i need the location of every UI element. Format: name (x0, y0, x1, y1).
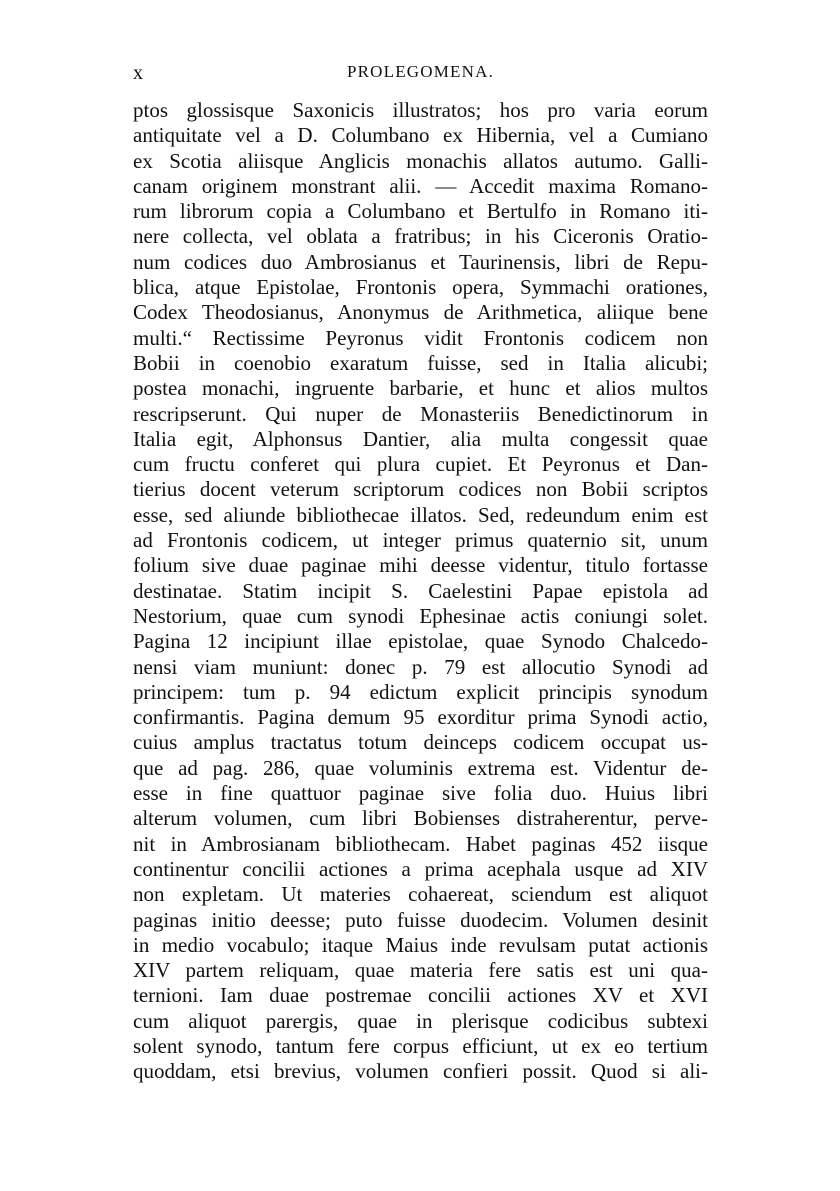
running-title: PROLEGOMENA. (346, 62, 495, 81)
text-line: Pagina 12 incipiunt illae epistolae, quae Synodo Chalcedo- (133, 629, 708, 654)
text-line: principem: tum p. 94 edictum explicit principis synodum (133, 679, 708, 704)
text-line: cum aliquot parergis, quae in plerisque codicibus subtexi (133, 1008, 708, 1033)
body-text (133, 98, 708, 1085)
text-line: continentur concilii actiones a prima acephala usque ad XIV (133, 856, 708, 881)
text-line: XIV partem reliquam, quae materia fere satis est uni qua- (133, 958, 708, 983)
text-line: rescripserunt. Qui nuper de Monasteriis Benedictinorum in (133, 401, 708, 426)
text-line: destinatae. Statim incipit S. Caelestini Papae epistola ad (133, 578, 708, 603)
text-line: esse in fine quattuor paginae sive folia duo. Huius libri (133, 781, 708, 806)
text-line: blica, atque Epistolae, Frontonis opera, Symmachi orationes, (133, 275, 708, 300)
text-line: Codex Theodosianus, Anonymus de Arithmetica, aliique bene (133, 300, 708, 325)
text-line: esse, sed aliunde bibliothecae illatos. Sed, redeundum enim est (133, 502, 708, 527)
text-line: num codices duo Ambrosianus et Taurinensis, libri de Repu- (133, 249, 708, 274)
text-line: rum librorum copia a Columbano et Bertulfo in Romano iti- (133, 199, 708, 224)
text-line: Nestorium, quae cum synodi Ephesinae actis coniungi solet. (133, 603, 708, 628)
text-line: antiquitate vel a D. Columbano ex Hibernia, vel a Cumiano (133, 123, 708, 148)
text-line: nensi viam muniunt: donec p. 79 est allocutio Synodi ad (133, 654, 708, 679)
text-line: quoddam, etsi brevius, volumen confieri possit. Quod si ali- (133, 1059, 708, 1084)
text-line: multi.“ Rectissime Peyronus vidit Frontonis codicem non (133, 325, 708, 350)
text-line: nere collecta, vel oblata a fratribus; in his Ciceronis Oratio- (133, 224, 708, 249)
text-line: Italia egit, Alphonsus Dantier, alia multa congessit quae (133, 426, 708, 451)
text-line: paginas initio deesse; puto fuisse duodecim. Volumen desinit (133, 907, 708, 932)
text-line: folium sive duae paginae mihi deesse videntur, titulo fortasse (133, 553, 708, 578)
text-line: Bobii in coenobio exaratum fuisse, sed in Italia alicubi; (133, 350, 708, 375)
text-line: in medio vocabulo; itaque Maius inde revulsam putat actionis (133, 932, 708, 957)
text-line: cuius amplus tractatus totum deinceps codicem occupat us- (133, 730, 708, 755)
text-line: postea monachi, ingruente barbarie, et hunc et alios multos (133, 376, 708, 401)
text-line: ternioni. Iam duae postremae concilii actiones XV et XVI (133, 983, 708, 1008)
text-line: nit in Ambrosianam bibliothecam. Habet paginas 452 iisque (133, 831, 708, 856)
running-head (133, 58, 708, 88)
text-line: cum fructu conferet qui plura cupiet. Et Peyronus et Dan- (133, 452, 708, 477)
page-number: x (133, 62, 144, 84)
text-line: canam originem monstrant alii. — Accedit maxima Romano- (133, 173, 708, 198)
text-line: ad Frontonis codicem, ut integer primus quaternio sit, unum (133, 528, 708, 553)
text-line: alterum volumen, cum libri Bobienses distraherentur, perve- (133, 806, 708, 831)
text-line: tierius docent veterum scriptorum codices non Bobii scriptos (133, 477, 708, 502)
text-line: ptos glossisque Saxonicis illustratos; hos pro varia eorum (133, 98, 708, 122)
text-line: non expletam. Ut materies cohaereat, sciendum est aliquot (133, 882, 708, 907)
text-line: que ad pag. 286, quae voluminis extrema est. Videntur de- (133, 755, 708, 780)
text-line: ex Scotia aliisque Anglicis monachis allatos autumo. Galli- (133, 148, 708, 173)
text-line: solent synodo, tantum fere corpus efficiunt, ut ex eo tertium (133, 1033, 708, 1058)
text-line: confirmantis. Pagina demum 95 exorditur prima Synodi actio, (133, 705, 708, 730)
